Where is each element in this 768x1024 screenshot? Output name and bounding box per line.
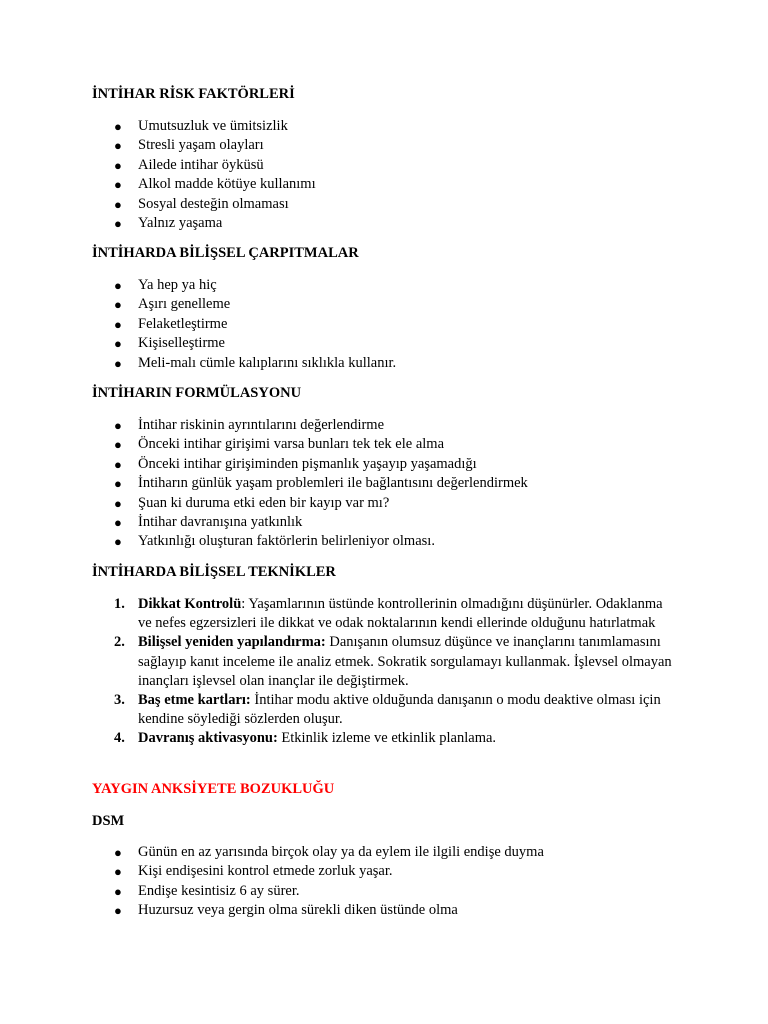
- list-item: ● İntiharın günlük yaşam problemleri ile bağlantısını değerlendirmek: [0, 474, 528, 493]
- item-term: Davranış aktivasyonu:: [138, 730, 278, 747]
- list-item: ● Meli-malı cümle kalıplarını sıklıkla kullanır.: [0, 354, 396, 373]
- list-item: ● Ya hep ya hiç: [0, 276, 396, 295]
- bullet-icon: ●: [114, 456, 122, 472]
- bullet-icon: ●: [114, 316, 122, 332]
- bullet-icon: ●: [114, 495, 122, 511]
- list-item: ● Umutsuzluk ve ümitsizlik: [0, 117, 316, 136]
- section-heading-cognitive-distortions: İNTİHARDA BİLİŞSEL ÇARPITMALAR: [92, 245, 359, 261]
- item-term: Baş etme kartları:: [138, 692, 251, 709]
- risk-factors-list: [0, 117, 316, 233]
- numbered-item: [0, 729, 678, 748]
- item-number: 3.: [114, 692, 125, 709]
- item-term: Bilişsel yeniden yapılandırma:: [138, 634, 326, 651]
- bullet-icon: ●: [114, 476, 122, 492]
- cognitive-techniques-list: [0, 595, 678, 749]
- bullet-icon: ●: [114, 177, 122, 193]
- list-item: ● Endişe kesintisiz 6 ay sürer.: [0, 882, 544, 901]
- list-item: ● Şuan ki duruma etki eden bir kayıp var mı?: [0, 494, 528, 513]
- item-text: Danışanın olumsuz düşünce ve inançlarını tanımlamasını sağlayıp kanıt inceleme ile analiz etmek. Sokratik sorgulamayı kullanmak. İşlevsel olmayan inançları işlevsel olan inançlar ile değiştirmek.: [138, 634, 672, 689]
- list-item: ● Kişi endişesini kontrol etmede zorluk yaşar.: [0, 862, 544, 881]
- list-item: ● Felaketleştirme: [0, 315, 396, 334]
- list-item: ● Kişiselleştirme: [0, 334, 396, 353]
- list-item: ● İntihar davranışına yatkınlık: [0, 513, 528, 532]
- list-item: ● Önceki intihar girişimi varsa bunları tek tek ele alma: [0, 435, 528, 454]
- section-heading-cognitive-techniques: İNTİHARDA BİLİŞSEL TEKNİKLER: [92, 564, 336, 580]
- list-item: ● Alkol madde kötüye kullanımı: [0, 175, 316, 194]
- bullet-icon: ●: [114, 418, 122, 433]
- bullet-icon: ●: [114, 903, 122, 919]
- list-item: ● Huzursuz veya gergin olma sürekli diken üstünde olma: [0, 901, 544, 920]
- bullet-icon: ●: [114, 297, 122, 313]
- list-item: ● Yalnız yaşama: [0, 214, 316, 233]
- dsm-criteria-list: [0, 843, 544, 921]
- bullet-icon: ●: [114, 196, 122, 212]
- item-number: 4.: [114, 730, 125, 747]
- bullet-icon: ●: [114, 138, 122, 154]
- item-text: : Yaşamlarının üstünde kontrollerinin olmadığını düşünürler. Odaklanma ve nefes egzersizleri ile dikkat ve odak noktalarının kendi ellerinde olduğunu hatırlatmak: [138, 596, 663, 632]
- bullet-icon: ●: [114, 157, 122, 173]
- bullet-icon: ●: [114, 864, 122, 880]
- bullet-icon: ●: [114, 514, 122, 530]
- bullet-icon: ●: [114, 883, 122, 899]
- formulation-list: [0, 416, 528, 552]
- section-heading-risk-factors: İNTİHAR RİSK FAKTÖRLERİ: [92, 86, 295, 102]
- bullet-icon: ●: [114, 845, 122, 860]
- bullet-icon: ●: [114, 355, 122, 371]
- list-item: ● İntihar riskinin ayrıntılarını değerlendirme: [0, 416, 528, 435]
- bullet-icon: ●: [114, 278, 122, 293]
- bullet-icon: ●: [114, 437, 122, 453]
- list-item: ● Önceki intihar girişiminden pişmanlık yaşayıp yaşamadığı: [0, 455, 528, 474]
- section-heading-formulation: İNTİHARIN FORMÜLASYONU: [92, 385, 302, 401]
- list-item: ● Stresli yaşam olayları: [0, 136, 316, 155]
- item-text: Etkinlik izleme ve etkinlik planlama.: [277, 730, 497, 747]
- section-heading-generalized-anxiety: YAYGIN ANKSİYETE BOZUKLUĞU: [92, 781, 335, 797]
- numbered-item: [0, 691, 678, 729]
- bullet-icon: ●: [114, 336, 122, 352]
- cognitive-distortions-list: [0, 276, 396, 373]
- list-item: ● Sosyal desteğin olmaması: [0, 195, 316, 214]
- item-number: 1.: [114, 596, 125, 612]
- section-subheading-dsm: DSM: [92, 813, 125, 829]
- list-item: ● Aşırı genelleme: [0, 295, 396, 314]
- item-text: İntihar modu aktive olduğunda danışanın o modu deaktive olması için kendine söylediği sözlerden oluşur.: [138, 692, 661, 728]
- bullet-icon: ●: [114, 534, 122, 550]
- list-item: ● Günün en az yarısında birçok olay ya da eylem ile ilgili endişe duyma: [0, 843, 544, 862]
- bullet-icon: ●: [114, 215, 122, 231]
- numbered-item: [0, 595, 678, 633]
- list-item: ● Yatkınlığı oluşturan faktörlerin belirleniyor olması.: [0, 532, 528, 551]
- bullet-icon: ●: [114, 119, 122, 134]
- item-term: Dikkat Kontrolü: [138, 596, 242, 612]
- list-item: ● Ailede intihar öyküsü: [0, 156, 316, 175]
- item-number: 2.: [114, 634, 125, 651]
- numbered-item: [0, 633, 678, 691]
